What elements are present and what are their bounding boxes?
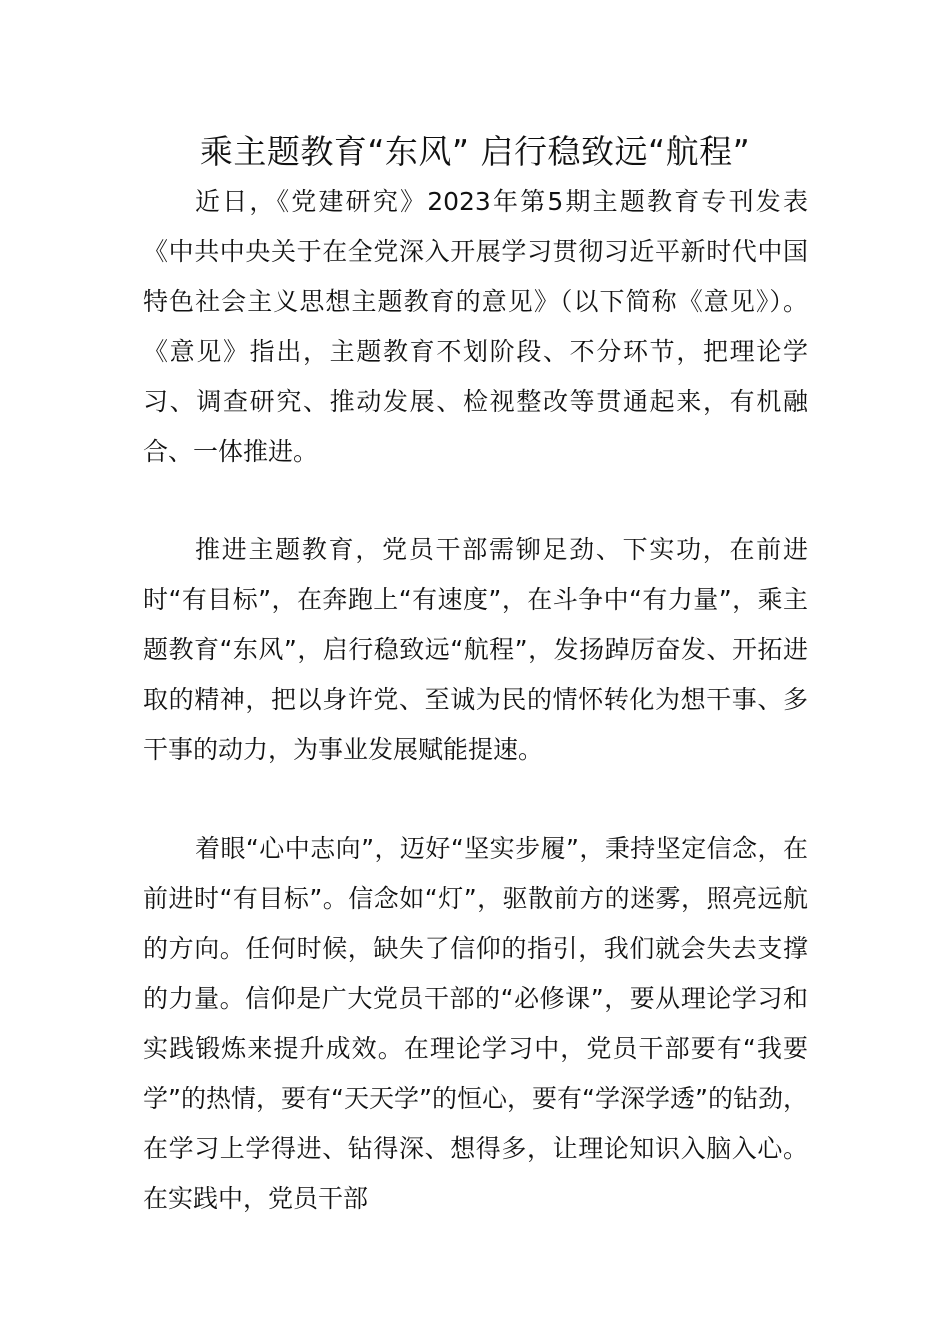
paragraph-2: 推进主题教育，党员干部需铆足劲、下实功，在前进时“有目标”，在奔跑上“有速度”，在斗争中“有力量”，乘主题教育“东风”，启行稳致远“航程”，发扬踔厉奋发、开拓进取的精神，把以身许党、至诚为民的情怀转化为想干事、多干事的动力，为事业发展赋能提速。 bbox=[143, 535, 808, 764]
paragraph-1: 近日，《党建研究》2023年第5期主题教育专刊发表《中共中央关于在全党深入开展学习贯彻习近平新时代中国特色社会主义思想主题教育的意见》（以下简称《意见》）。《意见》指出，主题教育不划阶段、不分环节，把理论学习、调查研究、推动发展、检视整改等贯通起来，有机融合、一体推进。 bbox=[143, 187, 808, 466]
document-title: 乘主题教育“东风” 启行稳致远“航程” bbox=[199, 132, 751, 171]
paragraph-3: 着眼“心中志向”，迈好“坚实步履”，秉持坚定信念，在前进时“有目标”。信念如“灯”，驱散前方的迷雾，照亮远航的方向。任何时候，缺失了信仰的指引，我们就会失去支撑的力量。信仰是广大党员干部的“必修课”，要从理论学习和实践锻炼来提升成效。在理论学习中，党员干部要有“我要学”的热情，要有“天天学”的恒心，要有“学深学透”的钻劲，在学习上学得进、钻得深、想得多，让理论知识入脑入心。在实践中，党员干部 bbox=[143, 834, 808, 1213]
